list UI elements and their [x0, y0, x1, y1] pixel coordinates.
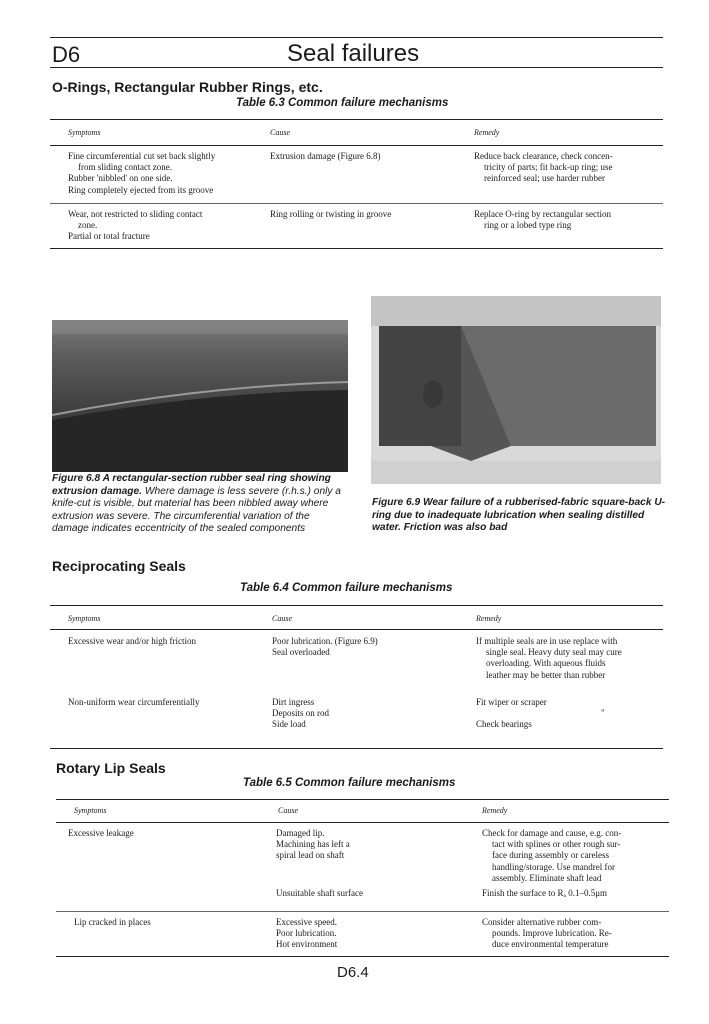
- table-row: [68, 209, 202, 243]
- cell-remedy: tricity of parts; fit back-up ring; use: [484, 162, 613, 173]
- column-header-cause: Cause: [270, 128, 290, 137]
- cell-remedy: Consider alternative rubber com-: [482, 917, 602, 927]
- cell-remedy: Finish the surface to Rₐ 0.1–0.5μm: [482, 888, 608, 898]
- cell-remedy: Check bearings: [476, 719, 532, 730]
- cell-remedy: Replace O-ring by rectangular section: [474, 209, 611, 219]
- cell-remedy: assembly. Eliminate shaft lead: [492, 872, 602, 883]
- column-header-cause: Cause: [278, 806, 298, 815]
- cell-remedy: single seal. Heavy duty seal may cure: [486, 647, 622, 658]
- column-header-symptoms: Symptoms: [68, 128, 101, 137]
- figure-6-9-caption: [372, 497, 672, 535]
- cell-remedy: reinforced seal; use harder rubber: [484, 173, 605, 184]
- section-heading-rotary-lip-seals: Rotary Lip Seals: [56, 760, 166, 776]
- section-code: D6: [52, 42, 81, 67]
- cell-cause: Machining has left a: [276, 839, 350, 850]
- figure-6-9-label: Figure 6.9 Wear failure of a rubberised-fabric square-back U-ring due to inadequate lubrication when sealing distilled water. Friction was also bad: [372, 497, 666, 533]
- figure-6-8-caption: [52, 473, 348, 536]
- cell-cause: Damaged lip.: [276, 828, 325, 838]
- cell-symptom: Excessive leakage: [68, 828, 134, 838]
- cell-remedy: ring or a lobed type ring: [484, 220, 572, 231]
- column-header-symptoms: Symptoms: [74, 806, 107, 815]
- cell-cause: Ring rolling or twisting in groove: [270, 209, 392, 219]
- cell-symptom: Rubber 'nibbled' on one side.: [68, 173, 173, 184]
- cell-cause: Dirt ingress: [272, 697, 315, 707]
- cell-remedy: handling/storage. Use mandrel for: [492, 861, 615, 872]
- column-header-remedy: Remedy: [482, 806, 508, 815]
- cell-remedy: Fit wiper or scraper: [476, 697, 547, 707]
- table-6-3-caption: Table 6.3 Common failure mechanisms: [236, 97, 449, 109]
- cell-cause: Excessive speed.: [276, 917, 337, 927]
- cell-remedy: leather may be better than rubber: [486, 669, 606, 680]
- cell-symptom: Lip cracked in places: [74, 917, 151, 927]
- cell-cause: spiral lead on shaft: [276, 850, 345, 861]
- cell-remedy: overloading. With aqueous fluids: [486, 658, 606, 669]
- cell-symptom: Fine circumferential cut set back slightly: [68, 151, 216, 161]
- cell-remedy: face during assembly or careless: [492, 850, 609, 861]
- table-row: [68, 636, 196, 647]
- cell-remedy-ditto: ": [601, 708, 605, 719]
- cell-symptom: Excessive wear and/or high friction: [68, 636, 196, 646]
- table-6-4-caption: Table 6.4 Common failure mechanisms: [240, 582, 453, 594]
- cell-symptom: from sliding contact zone.: [78, 162, 172, 173]
- cell-cause: Poor lubrication.: [276, 928, 337, 939]
- cell-cause: Unsuitable shaft surface: [276, 888, 363, 898]
- cell-cause: Poor lubrication. (Figure 6.9): [272, 636, 378, 646]
- cell-remedy: Reduce back clearance, check concen-: [474, 151, 613, 161]
- table-row: [68, 151, 215, 196]
- figure-6-8-photo: [52, 320, 348, 472]
- column-header-remedy: Remedy: [476, 614, 502, 623]
- table-row: [74, 917, 151, 928]
- cell-cause: Deposits on rod: [272, 708, 329, 719]
- cell-symptom: Wear, not restricted to sliding contact: [68, 209, 203, 219]
- cell-symptom: Partial or total fracture: [68, 231, 150, 242]
- table-6-5-caption: Table 6.5 Common failure mechanisms: [243, 777, 456, 789]
- cell-remedy: pounds. Improve lubrication. Re-: [492, 928, 612, 939]
- cell-remedy: If multiple seals are in use replace with: [476, 636, 618, 646]
- cell-cause: Hot environment: [276, 939, 338, 950]
- figure-6-9-photo: [371, 296, 661, 484]
- column-header-symptoms: Symptoms: [68, 614, 101, 623]
- column-header-cause: Cause: [272, 614, 292, 623]
- cell-remedy: duce environmental temperature: [492, 939, 609, 950]
- section-heading-o-rings: O-Rings, Rectangular Rubber Rings, etc.: [52, 79, 323, 95]
- cell-symptom: Non-uniform wear circumferentially: [68, 697, 200, 707]
- section-heading-reciprocating-seals: Reciprocating Seals: [52, 558, 186, 574]
- page-number: D6.4: [337, 964, 369, 981]
- cell-cause: Seal overloaded: [272, 647, 330, 658]
- cell-cause: Side load: [272, 719, 306, 730]
- page-title: Seal failures: [287, 40, 420, 67]
- cell-remedy: tact with splines or other rough sur-: [492, 839, 621, 850]
- table-row: [68, 828, 134, 839]
- cell-symptom: zone.: [78, 220, 98, 231]
- column-header-remedy: Remedy: [474, 128, 500, 137]
- cell-remedy: Check for damage and cause, e.g. con-: [482, 828, 622, 838]
- cell-symptom: Ring completely ejected from its groove: [68, 184, 214, 195]
- figure-6-8-text: Where damage is less severe (r.h.s.) only a knife-cut is visible, but material has been nibbled away where extrusion was severe. The circumferential variation of the damage indicates eccentricity of the sealed components: [52, 485, 341, 534]
- figure-6-8-label: Figure 6.8 A rectangular-section rubber seal ring showing extrusion damage.: [52, 473, 331, 497]
- table-row: [68, 697, 199, 708]
- cell-cause: Extrusion damage (Figure 6.8): [270, 151, 381, 161]
